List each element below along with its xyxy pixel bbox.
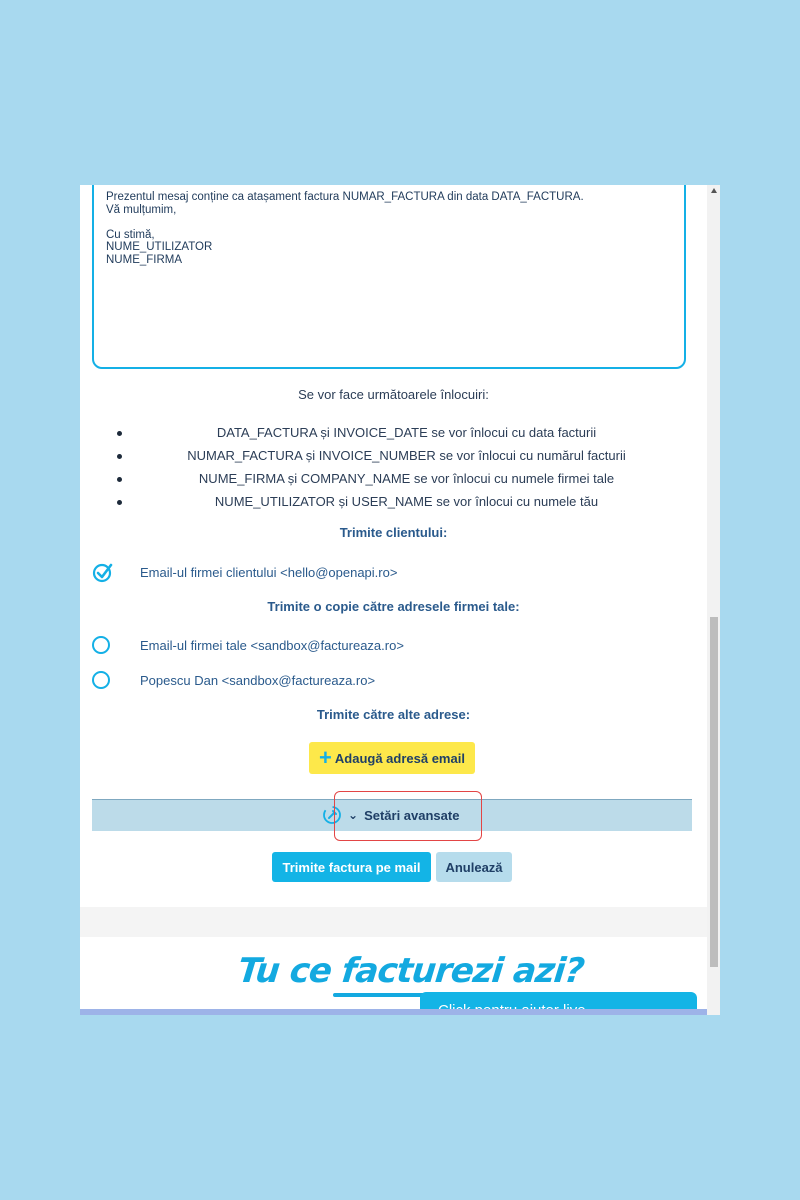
advanced-settings-label: Setări avansate <box>364 807 460 823</box>
scrollbar[interactable] <box>707 185 720 1015</box>
chevron-down-icon: ⌄ <box>348 808 359 822</box>
company-email-label: Email-ul firmei tale <sandbox@factureaza.ro> <box>140 637 404 653</box>
scroll-thumb[interactable] <box>710 617 718 967</box>
list-item: NUME_UTILIZATOR și USER_NAME se vor înlocui cu numele tău <box>120 490 693 513</box>
send-to-client-title: Trimite clientului: <box>339 525 448 540</box>
add-email-button[interactable] <box>309 742 475 774</box>
section-divider <box>80 907 707 937</box>
user-email-option[interactable] <box>92 668 375 692</box>
radio-button[interactable] <box>92 671 110 689</box>
plus-icon: + <box>319 745 332 770</box>
check-circle-icon[interactable] <box>92 561 114 583</box>
page-frame <box>80 185 720 1015</box>
add-email-label: Adaugă adresă email <box>334 750 465 766</box>
list-item: NUMAR_FACTURA și INVOICE_NUMBER se vor înlocui cu numărul facturii <box>120 444 693 467</box>
company-email-option[interactable] <box>92 633 404 657</box>
bottom-strip <box>80 1009 707 1015</box>
footer <box>80 937 707 1015</box>
list-item: NUME_FIRMA și COMPANY_NAME se vor înlocui cu numele firmei tale <box>120 467 693 490</box>
replacements-intro: Se vor face următoarele înlocuiri: <box>298 387 489 402</box>
list-item: DATA_FACTURA și INVOICE_DATE se vor înlocui cu data facturii <box>120 421 693 444</box>
copy-to-company-title: Trimite o copie către adresele firmei tale: <box>267 599 520 614</box>
scroll-up-icon[interactable] <box>711 188 717 193</box>
slogan: Tu ce facturezi azi? <box>235 951 586 991</box>
invoice-email-form <box>80 185 707 907</box>
client-email-label: Email-ul firmei clientului <hello@openapi.ro> <box>140 564 398 580</box>
email-body-textarea[interactable]: Prezentul mesaj conține ca atașament factura NUMAR_FACTURA din data DATA_FACTURA. Vă mulțumim, Cu stimă, NUME_UTILIZATOR NUME_FIRMA <box>92 185 686 369</box>
cancel-button[interactable]: Anulează <box>436 852 512 882</box>
send-invoice-button[interactable]: Trimite factura pe mail <box>272 852 431 882</box>
other-addresses-title: Trimite către alte adrese: <box>316 707 471 722</box>
radio-button[interactable] <box>92 636 110 654</box>
highlight-box <box>334 791 482 841</box>
client-email-option[interactable] <box>92 560 397 584</box>
replacements-list <box>120 421 693 513</box>
user-email-label: Popescu Dan <sandbox@factureaza.ro> <box>140 672 376 688</box>
